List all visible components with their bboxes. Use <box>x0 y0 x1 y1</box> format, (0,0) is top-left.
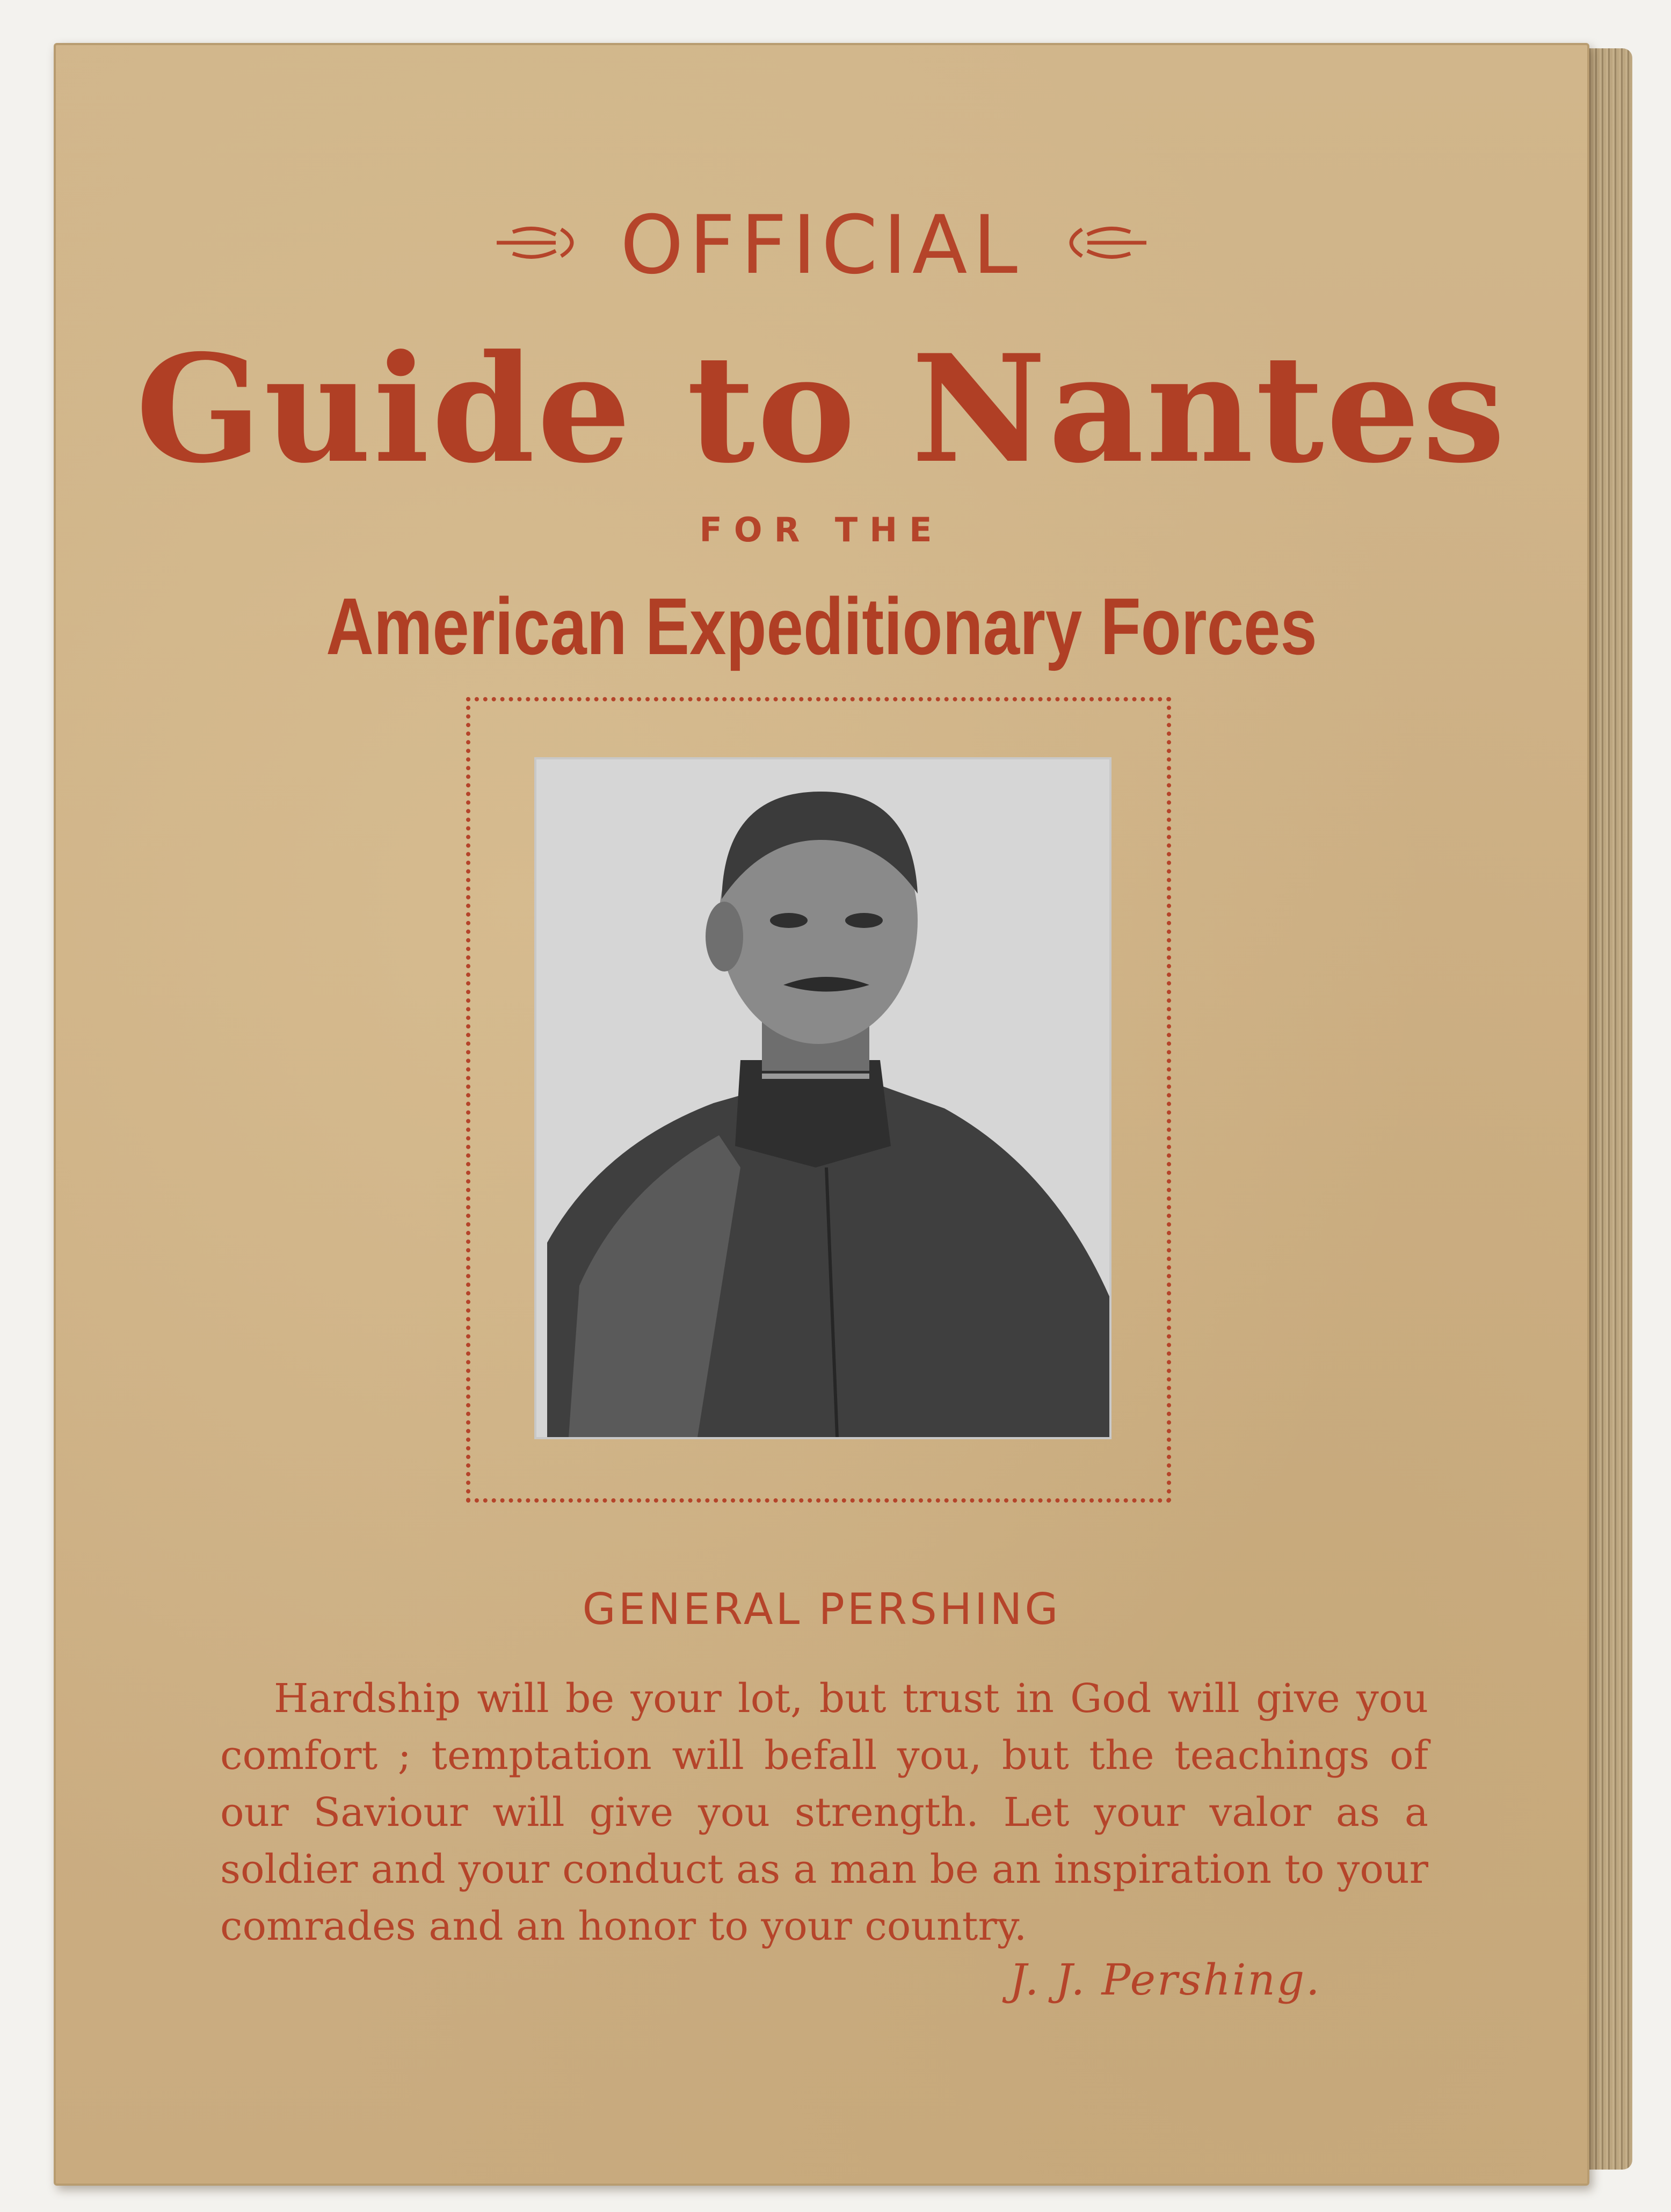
booklet-cover <box>54 43 1589 2186</box>
guide-title: Guide to Nantes <box>135 322 1508 496</box>
for-the-label: FOR THE <box>699 510 944 549</box>
signature: J. J. Pershing. <box>1009 1955 1321 2005</box>
pershing-quote: Hardship will be your lot, but trust in God will give you comfort ; temptation will befall you, but the teachings of our Saviour will give you strength. Let your valor as a soldier and your conduct as a man be an inspiration to your comrades and an honor to your country. <box>220 1676 1428 1949</box>
portrait-caption: GENERAL PERSHING <box>582 1584 1061 1634</box>
flourish-left-icon <box>491 213 588 278</box>
aef-subtitle: American Expeditionary Forces <box>326 581 1317 671</box>
official-label: OFFICIAL <box>620 199 1023 292</box>
flourish-right-icon <box>1055 213 1152 278</box>
portrait-photo <box>534 757 1111 1439</box>
official-header <box>54 199 1589 292</box>
